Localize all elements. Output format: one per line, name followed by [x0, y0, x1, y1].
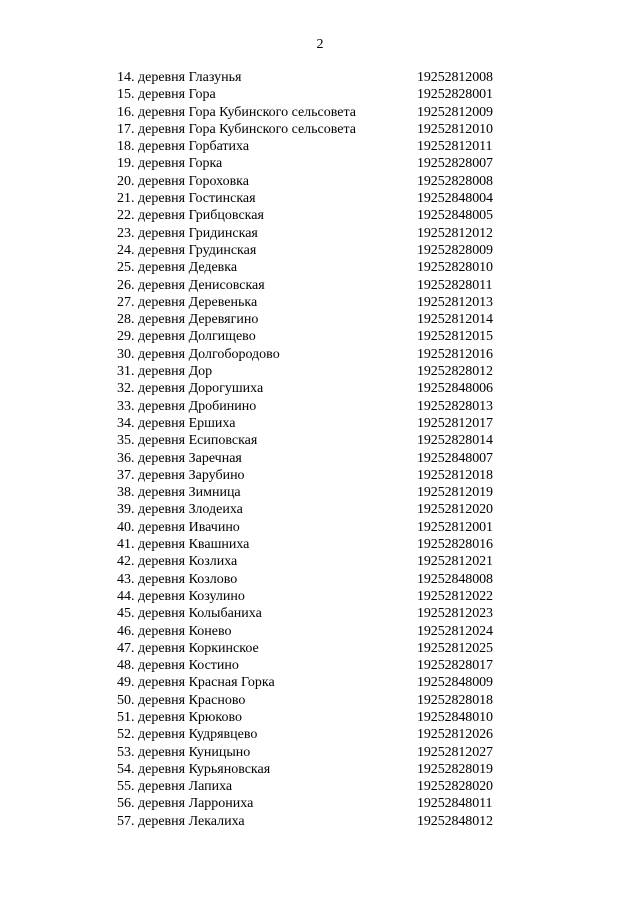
settlement-code: 19252812019 [417, 485, 493, 501]
settlement-name: 54. деревня Курьяновская [117, 761, 271, 777]
list-item [117, 398, 517, 415]
settlement-code: 19252828019 [417, 761, 493, 777]
settlement-name: 57. деревня Лекалиха [117, 813, 245, 829]
settlement-code: 19252848009 [417, 675, 493, 691]
settlement-code: 19252812022 [417, 588, 493, 604]
settlement-name: 37. деревня Зарубино [117, 467, 245, 483]
list-item [117, 432, 517, 449]
list-item [117, 328, 517, 345]
settlement-code: 19252828011 [417, 277, 493, 293]
settlement-name: 51. деревня Крюково [117, 709, 242, 725]
list-item [117, 415, 517, 432]
settlement-code: 19252828016 [417, 537, 493, 553]
list-item [117, 69, 517, 86]
list-item [117, 813, 517, 830]
settlement-name: 21. деревня Гостинская [117, 191, 256, 207]
settlement-code: 19252812010 [417, 121, 493, 137]
list-item [117, 277, 517, 294]
settlement-code: 19252812017 [417, 415, 493, 431]
settlement-code: 19252828007 [417, 156, 493, 172]
list-item [117, 173, 517, 190]
settlement-code: 19252848008 [417, 571, 493, 587]
list-item [117, 363, 517, 380]
settlement-name: 44. деревня Козулино [117, 588, 245, 604]
list-item [117, 588, 517, 605]
settlement-code: 19252812016 [417, 346, 493, 362]
settlement-name: 14. деревня Глазунья [117, 70, 242, 85]
settlement-code: 19252828018 [417, 692, 493, 708]
settlement-name: 16. деревня Гора Кубинского сельсовета [117, 104, 357, 120]
list-item [117, 207, 517, 224]
settlement-name: 32. деревня Дорогушиха [117, 381, 264, 397]
list-item [117, 190, 517, 207]
list-item [117, 605, 517, 622]
list-item [117, 294, 517, 311]
settlement-code: 19252828009 [417, 242, 493, 258]
settlement-code: 19252828008 [417, 173, 493, 189]
settlement-name: 24. деревня Грудинская [117, 242, 257, 258]
settlement-code: 19252828010 [417, 260, 493, 276]
settlement-code: 19252812012 [417, 225, 493, 241]
settlement-code: 19252848006 [417, 381, 493, 397]
settlement-list [117, 69, 517, 830]
settlement-code: 19252828017 [417, 658, 493, 674]
list-item [117, 138, 517, 155]
settlement-name: 47. деревня Коркинское [117, 640, 259, 656]
settlement-name: 30. деревня Долгобородово [117, 346, 280, 362]
settlement-code: 19252848007 [417, 450, 493, 466]
list-item [117, 380, 517, 397]
settlement-code: 19252828012 [417, 364, 493, 380]
list-item [117, 484, 517, 501]
settlement-name: 50. деревня Красново [117, 692, 246, 708]
settlement-name: 27. деревня Деревенька [117, 294, 258, 310]
settlement-code: 19252812009 [417, 104, 493, 120]
list-item [117, 795, 517, 812]
settlement-code: 19252812015 [417, 329, 493, 345]
settlement-name: 22. деревня Грибцовская [117, 208, 264, 224]
settlement-code: 19252848005 [417, 208, 493, 224]
settlement-name: 34. деревня Ершиха [117, 415, 236, 431]
settlement-code: 19252848011 [417, 796, 493, 812]
settlement-name: 28. деревня Деревягино [117, 312, 259, 328]
list-item [117, 242, 517, 259]
settlement-name: 35. деревня Есиповская [117, 433, 258, 449]
settlement-code: 19252812013 [417, 294, 493, 310]
settlement-code: 19252828013 [417, 398, 493, 414]
settlement-code: 19252812014 [417, 312, 493, 328]
settlement-code: 19252812023 [417, 606, 493, 622]
page-number: 2 [316, 37, 324, 52]
settlement-code: 19252812011 [417, 139, 493, 155]
settlement-name: 36. деревня Заречная [117, 450, 242, 466]
list-item [117, 726, 517, 743]
settlement-code: 19252812001 [417, 519, 493, 535]
settlement-name: 45. деревня Колыбаниха [117, 606, 262, 622]
list-item [117, 225, 517, 242]
list-item [117, 571, 517, 588]
list-item [117, 104, 517, 121]
settlement-name: 46. деревня Конево [117, 623, 232, 639]
list-item [117, 121, 517, 138]
list-item [117, 640, 517, 657]
list-item [117, 778, 517, 795]
list-item [117, 674, 517, 691]
settlement-code: 19252812024 [417, 623, 493, 639]
settlement-name: 29. деревня Долгищево [117, 329, 256, 345]
settlement-name: 49. деревня Красная Горка [117, 675, 275, 691]
settlement-name: 19. деревня Горка [117, 156, 223, 172]
settlement-name: 41. деревня Квашниха [117, 537, 250, 553]
settlement-code: 19252812008 [417, 70, 493, 85]
list-item [117, 155, 517, 172]
settlement-code: 19252828014 [417, 433, 493, 449]
settlement-name: 15. деревня Гора [117, 87, 216, 103]
settlement-name: 53. деревня Куницыно [117, 744, 251, 760]
settlement-name: 43. деревня Козлово [117, 571, 238, 587]
list-item [117, 311, 517, 328]
settlement-name: 38. деревня Зимница [117, 485, 241, 501]
settlement-name: 39. деревня Злодеиха [117, 502, 243, 518]
list-item [117, 259, 517, 276]
settlement-code: 19252812021 [417, 554, 493, 570]
list-item [117, 86, 517, 103]
settlement-code: 19252812027 [417, 744, 493, 760]
settlement-name: 33. деревня Дробинино [117, 398, 257, 414]
settlement-name: 20. деревня Гороховка [117, 173, 249, 189]
list-item [117, 657, 517, 674]
settlement-code: 19252848004 [417, 191, 493, 207]
list-item [117, 450, 517, 467]
settlement-code: 19252828020 [417, 779, 493, 795]
settlement-code: 19252848012 [417, 813, 493, 829]
list-item [117, 623, 517, 640]
settlement-name: 52. деревня Кудрявцево [117, 727, 258, 743]
settlement-name: 18. деревня Горбатиха [117, 139, 250, 155]
settlement-name: 48. деревня Костино [117, 658, 239, 674]
settlement-code: 19252812025 [417, 640, 493, 656]
list-item [117, 744, 517, 761]
list-item [117, 761, 517, 778]
list-item [117, 501, 517, 518]
list-item [117, 346, 517, 363]
list-item [117, 519, 517, 536]
settlement-name: 42. деревня Козлиха [117, 554, 238, 570]
settlement-code: 19252848010 [417, 709, 493, 725]
settlement-name: 17. деревня Гора Кубинского сельсовета [117, 121, 357, 137]
settlement-name: 23. деревня Гридинская [117, 225, 258, 241]
settlement-name: 26. деревня Денисовская [117, 277, 265, 293]
list-item [117, 467, 517, 484]
settlement-name: 31. деревня Дор [117, 364, 213, 380]
list-item [117, 536, 517, 553]
list-item [117, 692, 517, 709]
list-item [117, 709, 517, 726]
settlement-name: 56. деревня Ларрониха [117, 796, 254, 812]
settlement-name: 55. деревня Лапиха [117, 779, 233, 795]
settlement-code: 19252828001 [417, 87, 493, 103]
settlement-code: 19252812020 [417, 502, 493, 518]
settlement-code: 19252812026 [417, 727, 493, 743]
list-item [117, 553, 517, 570]
settlement-name: 40. деревня Ивачино [117, 519, 240, 535]
settlement-name: 25. деревня Дедевка [117, 260, 238, 276]
settlement-code: 19252812018 [417, 467, 493, 483]
